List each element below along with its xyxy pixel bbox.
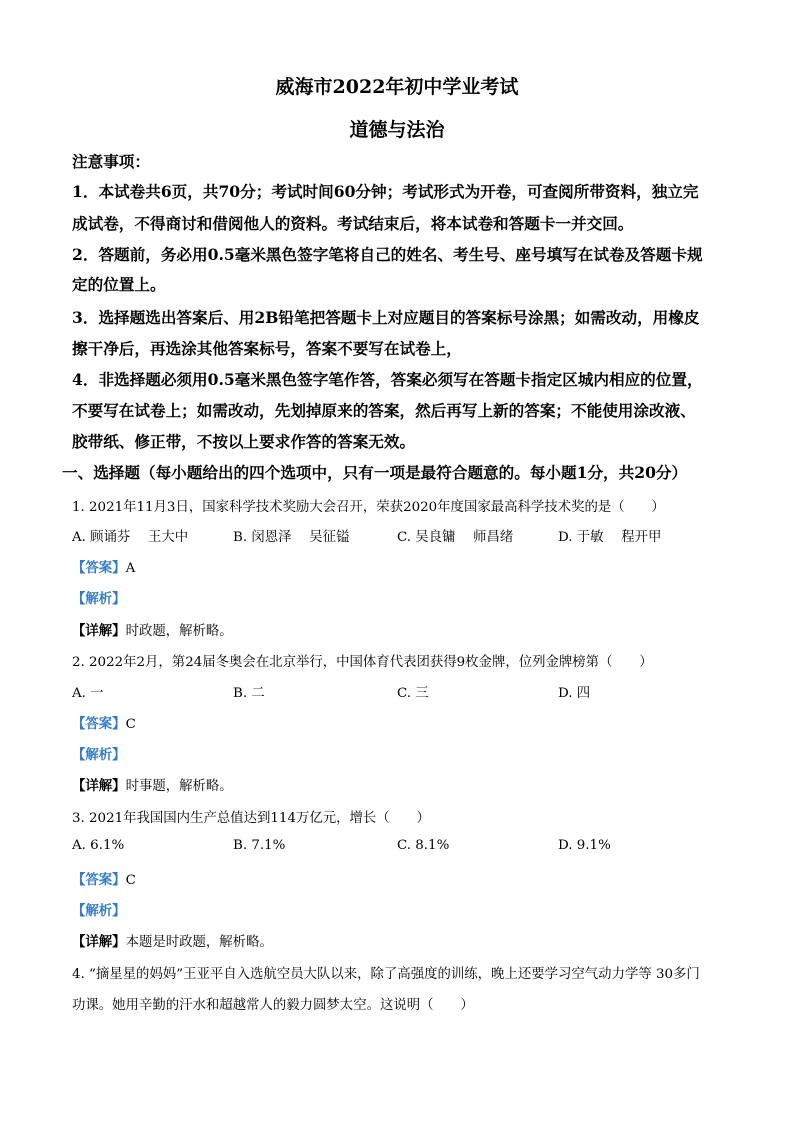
question-stem: 3. 2021年我国国内生产总值达到114万亿元，增长（ ） <box>72 811 430 826</box>
option-b: B. 7.1% <box>233 838 286 853</box>
question-stem: 4. “摘星星的妈妈”王亚平自入选航空员大队以来，除了高强度的训练，晚上还要学习空气动力学等 30多门 <box>72 967 700 982</box>
detail-tag: 【详解】 <box>72 934 126 950</box>
analysis-tag: 【解析】 <box>72 903 126 919</box>
notes-line: 4．非选择题必须用0.5毫米黑色签字笔作答，答案必须写在答题卡指定区城内相应的位置， <box>72 370 703 389</box>
option-a: A. 一 <box>72 686 104 701</box>
notes-line: 不要写在试卷上；如需改动，先划掉原来的答案，然后再写上新的答案；不能使用涂改液、 <box>72 401 696 420</box>
exam-title: 威海市2022年初中学业考试 <box>275 76 519 98</box>
analysis-line <box>72 588 722 607</box>
notes-line: 定的位置上。 <box>72 275 166 294</box>
answer-value: C <box>125 717 136 732</box>
detail-text: 时政题，解析略。 <box>125 624 233 639</box>
notes-line: 胶带纸、修正带，不按以上要求作答的答案无效。 <box>72 432 416 451</box>
section-heading: 一、选择题（每小题给出的四个选项中，只有一项是最符合题意的。每小题1分，共20分） <box>62 463 688 482</box>
analysis-tag: 【解析】 <box>72 591 126 607</box>
detail-text: 本题是时政题，解析略。 <box>125 935 273 950</box>
option-d: D. 9.1% <box>558 838 611 853</box>
detail-tag: 【详解】 <box>72 778 126 794</box>
analysis-line <box>72 744 722 763</box>
option-c: C. 吴良镛 师昌绪 <box>397 530 514 545</box>
answer-value: C <box>125 873 136 888</box>
option-a: A. 顾诵芬 王大中 <box>72 530 189 545</box>
answer-value: A <box>125 561 136 576</box>
analysis-line <box>72 900 722 919</box>
answer-tag: 【答案】 <box>72 872 126 888</box>
answer-tag: 【答案】 <box>72 560 126 576</box>
detail-tag: 【详解】 <box>72 623 126 639</box>
answer-line <box>72 869 722 888</box>
option-d: D. 于敏 程开甲 <box>558 530 662 545</box>
answer-line <box>72 557 722 576</box>
notes-heading: 注意事项： <box>72 152 150 171</box>
notes-line: 擦干净后，再选涂其他答案标号，答案不要写在试卷上， <box>72 339 462 358</box>
option-b: B. 闵恩泽 吴征镒 <box>233 530 350 545</box>
notes-line: 成试卷，不得商讨和借阅他人的资料。考试结束后，将本试卷和答题卡一并交回。 <box>72 214 634 233</box>
question-stem: 2. 2022年2月，第24届冬奥会在北京举行，中国体育代表团获得9枚金牌，位列金牌榜第（ ） <box>72 655 653 670</box>
option-d: D. 四 <box>558 686 591 701</box>
detail-line <box>72 931 722 950</box>
option-b: B. 二 <box>233 686 265 701</box>
notes-line: 1．本试卷共6页，共70分；考试时间60分钟；考试形式为开卷，可查阅所带资料，独立完 <box>72 182 699 201</box>
option-c: C. 8.1% <box>397 838 450 853</box>
detail-line <box>72 775 722 794</box>
detail-text: 时事题，解析略。 <box>125 779 233 794</box>
answer-line <box>72 713 722 732</box>
notes-line: 2．答题前，务必用0.5毫米黑色签字笔将自己的姓名、考生号、座号填写在试卷及答题卡规 <box>72 245 703 264</box>
detail-line <box>72 620 722 639</box>
analysis-tag: 【解析】 <box>72 747 126 763</box>
notes-line: 3．选择题选出答案后、用2B铅笔把答题卡上对应题目的答案标号涂黑；如需改动，用橡皮 <box>72 308 700 327</box>
option-a: A. 6.1% <box>72 838 125 853</box>
question-stem: 1. 2021年11月3日，国家科学技术奖励大会召开，荣获2020年度国家最高科学技术奖的是（ ） <box>72 500 665 515</box>
answer-tag: 【答案】 <box>72 716 126 732</box>
option-c: C. 三 <box>397 686 429 701</box>
exam-subject: 道德与法治 <box>349 119 445 141</box>
question-stem: 功课。她用辛勤的汗水和超越常人的毅力圆梦太空。这说明（ ） <box>72 998 474 1013</box>
